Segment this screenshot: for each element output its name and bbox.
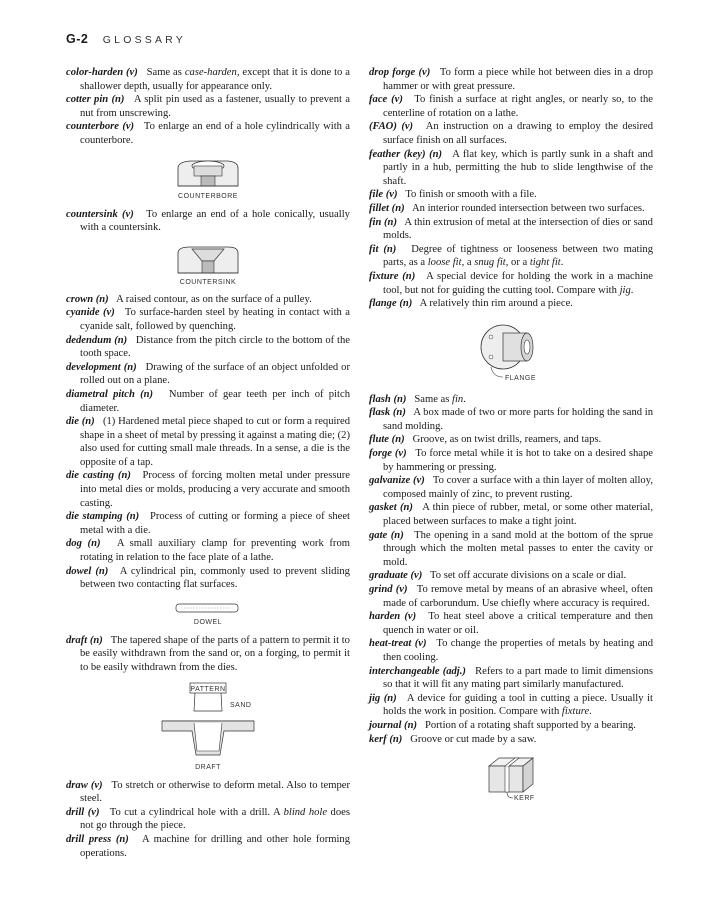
glossary-entry: die (n) (1) Hardened metal piece shaped to cut or form a required shape in a sheet of metal by pressing it against a mating die; (2) also used for cutting small male threads. In a sense, a die is the opposite of a tap. [66, 416, 350, 468]
countersink-figure [66, 241, 350, 289]
glossary-entry: grind (v) To remove metal by means of an abrasive wheel, often made of carborundum. Use chiefly where accuracy is required. [369, 584, 653, 609]
flange-caption: FLANGE [505, 374, 537, 382]
glossary-entry: crown (n) A raised contour, as on the surface of a pulley. [66, 293, 312, 305]
glossary-entry: draw (v) To stretch or otherwise to deform metal. Also to temper steel. [66, 779, 350, 805]
glossary-entry: dedendum (n) Distance from the pitch circle to the bottom of the tooth space. [66, 334, 350, 360]
glossary-entry: counterbore (v) To enlarge an end of a hole cylindrically with a counterbore. [66, 121, 351, 146]
glossary-entry: dog (n) A small auxiliary clamp for preventing work from rotating in relation to the face plate of a lathe. [66, 538, 350, 564]
glossary-entry: flute (n) Groove, as on twist drills, reamers, and taps. [369, 434, 602, 446]
glossary-entry: drop forge (v) To form a piece while hot between dies in a drop hammer or with great pressure. [369, 67, 653, 92]
dowel-caption: DOWEL [193, 618, 223, 626]
glossary-entry: forge (v) To force metal while it is hot to take on a desired shape by hammering or pressing. [369, 448, 653, 473]
glossary-entry: cotter pin (n) A split pin used as a fastener, usually to prevent a nut from unscrewing. [66, 94, 350, 119]
glossary-entry: interchangeable (adj.) Refers to a part made to limit dimensions so that it will fit any mating part similarly manufactured. [369, 665, 653, 691]
kerf-caption: KERF [514, 795, 535, 803]
glossary-entry: dowel (n) A cylindrical pin, commonly used to prevent sliding between two contacting flat surfaces. [66, 565, 350, 591]
glossary-entry: flash (n) Same as fin. [369, 393, 466, 405]
glossary-entry: face (v) To finish a surface at right angles, or nearly so, to the centerline of rotation on a lathe. [369, 94, 653, 119]
glossary-entry: (FAO) (v) An instruction on a drawing to employ the desired surface finish on all surfaces. [369, 121, 653, 146]
kerf-figure [369, 752, 653, 804]
glossary-entry: countersink (v) To enlarge an end of a hole conically, usually with a countersink. [66, 208, 350, 234]
countersink-caption: COUNTERSINK [179, 278, 237, 286]
page-header [66, 30, 186, 48]
glossary-entry: drill (v) To cut a cylindrical hole with a drill. A blind hole does not go through the piece. [66, 806, 350, 832]
glossary-entry: flask (n) A box made of two or more parts for holding the sand in sand molding. [369, 407, 653, 432]
glossary-entry: gate (n) The opening in a sand mold at the bottom of the sprue through which the molten metal passes to enter the cavity or mold. [369, 529, 653, 568]
glossary-entry: fillet (n) An interior rounded intersection between two surfaces. [369, 202, 645, 214]
counterbore-figure [66, 154, 350, 204]
section-title: GLOSSARY [102, 34, 186, 46]
glossary-entry: galvanize (v) To cover a surface with a thin layer of molten alloy, composed mainly of zinc, to prevent rusting. [369, 475, 653, 500]
right-column [369, 66, 653, 808]
glossary-entry: drill press (n) A machine for drilling and other hole forming operations. [66, 833, 350, 859]
draft-pattern-label: PATTERN [190, 685, 226, 693]
page-number: G-2 [66, 32, 89, 46]
glossary-entry: color-harden (v) Same as case-harden, except that it is done to a shallower depth, usually for appearance only. [66, 67, 350, 92]
draft-caption: DRAFT [195, 763, 221, 771]
glossary-entry: gasket (n) A thin piece of rubber, metal, or some other material, placed between surfaces to make a tight joint. [369, 502, 653, 528]
glossary-entry: flange (n) A relatively thin rim around a piece. [369, 298, 573, 310]
glossary-entry: fin (n) A thin extrusion of metal at the intersection of dies or sand molds. [369, 216, 653, 242]
glossary-entry: diametral pitch (n) Number of gear teeth per inch of pitch diameter. [66, 388, 350, 414]
counterbore-caption: COUNTERBORE [178, 192, 238, 200]
glossary-entry: draft (n) The tapered shape of the parts of a pattern to permit it to be easily withdrawn from the sand or, on a forging, to permit it to be easily withdrawn from the dies. [66, 634, 350, 673]
glossary-entry: journal (n) Portion of a rotating shaft supported by a bearing. [369, 719, 636, 731]
glossary-entry: graduate (v) To set off accurate divisions on a scale or dial. [369, 570, 627, 582]
glossary-entry: die stamping (n) Process of cutting or forming a piece of sheet metal with a die. [66, 511, 350, 536]
left-column [66, 66, 350, 860]
dowel-figure [66, 598, 350, 630]
glossary-entry: development (n) Drawing of the surface of an object unfolded or rolled out on a plane. [66, 361, 351, 387]
glossary-entry: jig (n) A device for guiding a tool in cutting a piece. Usually it holds the work in position. Compare with fixture. [369, 692, 653, 718]
glossary-entry: fit (n) Degree of tightness or looseness between two mating parts, as a loose fit, a snug fit, or a tight fit. [369, 243, 654, 269]
glossary-entry: heat-treat (v) To change the properties of metals by heating and then cooling. [369, 638, 654, 663]
flange-figure [369, 317, 653, 389]
glossary-entry: fixture (n) A special device for holding the work in a machine tool, but not for guiding the cutting tool. Compare with jig. [369, 270, 653, 296]
glossary-entry: die casting (n) Process of forcing molten metal under pressure into metal dies or molds, producing a very accurate and smooth casting. [66, 470, 350, 509]
draft-sand-label: SAND [230, 701, 252, 709]
glossary-entry: harden (v) To heat steel above a critical temperature and then quench in water or oil. [369, 611, 653, 636]
draft-figure [66, 681, 350, 775]
glossary-entry: file (v) To finish or smooth with a file. [369, 189, 537, 201]
glossary-entry: kerf (n) Groove or cut made by a saw. [369, 733, 537, 745]
glossary-entry: feather (key) (n) A flat key, which is partly sunk in a shaft and partly in a hub, permitting the hub to slide lengthwise of the shaft. [369, 148, 654, 187]
glossary-entry: cyanide (v) To surface-harden steel by heating in contact with a cyanide salt, followed by quenching. [66, 307, 350, 332]
